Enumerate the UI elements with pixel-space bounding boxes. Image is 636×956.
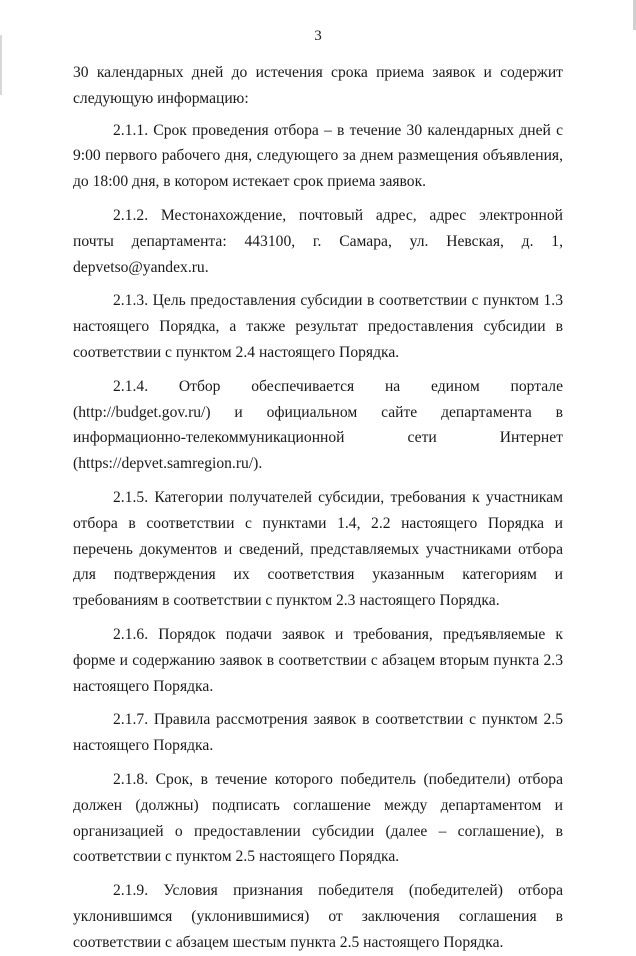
page-number: 3: [314, 28, 322, 44]
paragraph-intro: 30 календарных дней до истечения срока приема заявок и содержит следующую информацию:: [73, 64, 563, 107]
document-body: [73, 60, 563, 956]
paragraph-2-1-1: 2.1.1. Срок проведения отбора – в течение 30 календарных дней с 9:00 первого рабочего дня, следующего за днем размещения объявления, до 18:00 дня, в котором истекает срок приема заявок.: [73, 121, 563, 191]
paragraph-2-1-3: 2.1.3. Цель предоставления субсидии в соответствии с пунктом 1.3 настоящего Порядка, а также результат предоставления субсидии в соответствии с пунктом 2.4 настоящего Порядка.: [73, 292, 563, 361]
paragraph-2-1-4: 2.1.4. Отбор обеспечивается на едином портале (http://budget.gov.ru/) и официальном сайте департамента в информационно-телекоммуникационной сети Интернет (https://depvet.samregion.ru/).: [73, 377, 563, 473]
paragraph-2-1-7: 2.1.7. Правила рассмотрения заявок в соответствии с пунктом 2.5 настоящего Порядка.: [73, 711, 563, 755]
paragraph-2-1-5: 2.1.5. Категории получателей субсидии, требования к участникам отбора в соответствии с пунктами 1.4, 2.2 настоящего Порядка и перечень документов и сведений, представляемых участниками отбора для подтверждения их соответствия указанным категориям и требованиям в соответствии с пунктом 2.3 настоящего Порядка.: [73, 488, 563, 610]
paragraph-2-1-9: 2.1.9. Условия признания победителя (победителей) отбора уклонившимся (уклонившимися) от заключения соглашения в соответствии с абзацем шестым пункта 2.5 настоящего Порядка.: [73, 882, 563, 951]
paragraph-2-1-8: 2.1.8. Срок, в течение которого победитель (победители) отбора должен (должны) подписать соглашение между департаментом и организацией о предоставлении субсидии (далее – соглашение), в соответствии с пунктом 2.5 настоящего Порядка.: [73, 770, 563, 866]
paragraph-2-1-6: 2.1.6. Порядок подачи заявок и требования, предъявляемые к форме и содержанию заявок в соответствии с абзацем вторым пункта 2.3 настоящего Порядка.: [73, 625, 563, 695]
paragraph-2-1-2: 2.1.2. Местонахождение, почтовый адрес, адрес электронной почты департамента: 443100, г. Самара, ул. Невская, д. 1, depvetso@yandex.ru.: [73, 206, 563, 276]
